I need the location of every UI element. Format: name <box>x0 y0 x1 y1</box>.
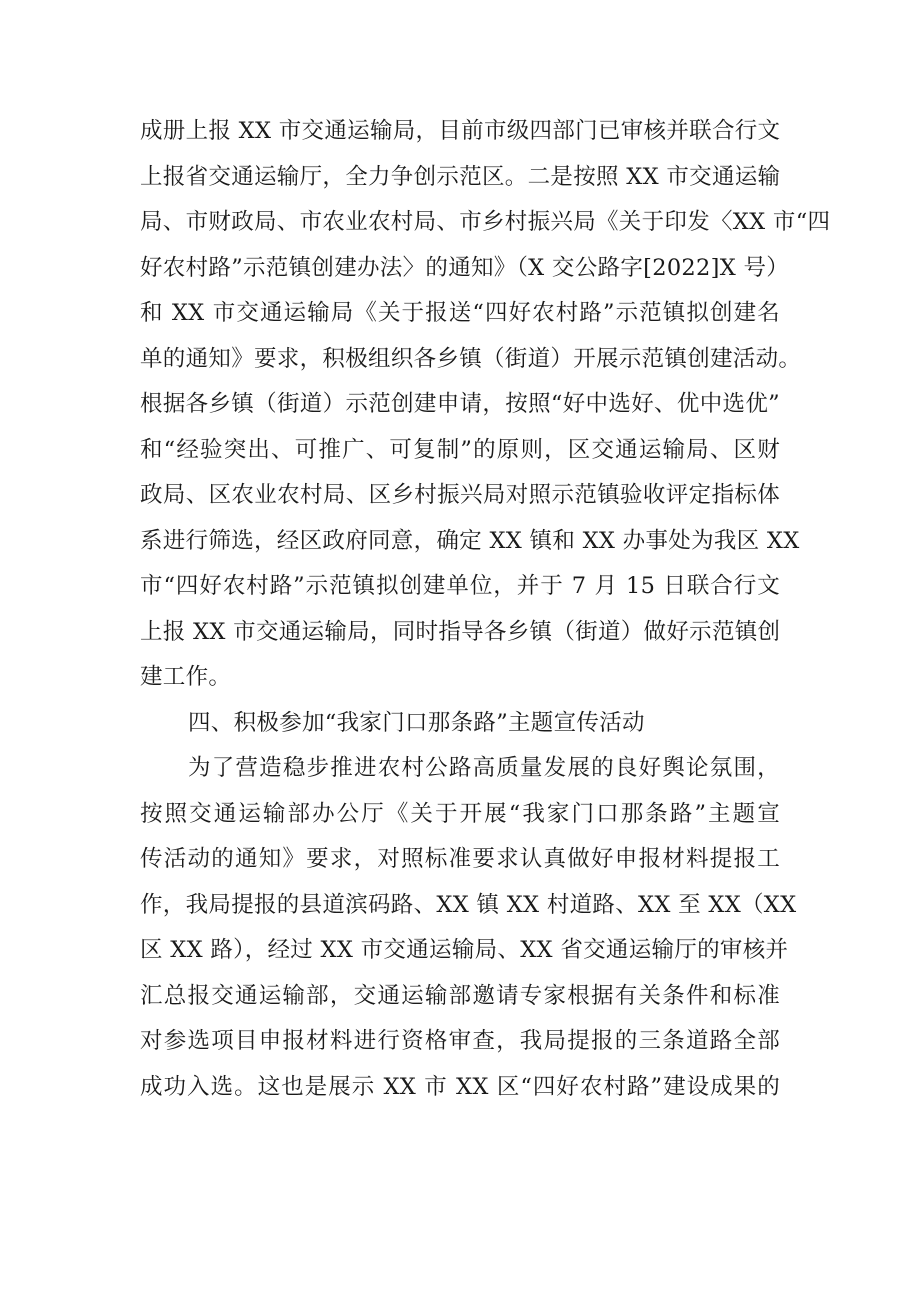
section-heading: 四、积极参加“我家门口那条路”主题宣传活动 <box>188 709 645 736</box>
paragraph-line: 作，我局提报的县道滨码路、XX 镇 XX 村道路、XX 至 XX（XX <box>140 891 797 918</box>
paragraph-line: 单的通知》要求，积极组织各乡镇（街道）开展示范镇创建活动。 <box>140 345 802 372</box>
paragraph-line: 好农村路”示范镇创建办法〉的通知》（X 交公路字[2022]X 号） <box>140 254 790 281</box>
paragraph-line: 局、市财政局、市农业农村局、市乡村振兴局《关于印发〈XX 市“四 <box>140 209 831 235</box>
paragraph-line: 对参选项目申报材料进行资格审查，我局提报的三条道路全部 <box>140 1028 780 1054</box>
paragraph-line: 汇总报交通运输部，交通运输部邀请专家根据有关条件和标准 <box>140 982 780 1009</box>
paragraph-line: 成功入选。这也是展示 XX 市 XX 区“四好农村路”建设成果的 <box>140 1073 780 1100</box>
paragraph-line: 按照交通运输部办公厅《关于开展“我家门口那条路”主题宣 <box>140 800 780 827</box>
paragraph-line: 市“四好农村路”示范镇拟创建单位，并于 7 月 15 日联合行文 <box>140 573 780 599</box>
paragraph-line: 和“经验突出、可推广、可复制”的原则，区交通运输局、区财 <box>140 436 780 463</box>
paragraph-line: 为了营造稳步推进农村公路高质量发展的良好舆论氛围， <box>188 755 780 781</box>
paragraph-line: 建工作。 <box>140 664 232 690</box>
paragraph-line: 根据各乡镇（街道）示范创建申请，按照“好中选好、优中选优” <box>140 391 780 417</box>
paragraph-line: 传活动的通知》要求，对照标准要求认真做好申报材料提报工 <box>140 846 780 872</box>
paragraph-1 <box>140 109 831 701</box>
document-body <box>140 109 831 1110</box>
paragraph-line: 上报省交通运输厅，全力争创示范区。二是按照 XX 市交通运输 <box>140 163 781 190</box>
paragraph-line: 系进行筛选，经区政府同意，确定 XX 镇和 XX 办事处为我区 XX <box>140 527 800 554</box>
paragraph-line: 上报 XX 市交通运输局，同时指导各乡镇（街道）做好示范镇创 <box>140 618 781 645</box>
paragraph-line: 成册上报 XX 市交通运输局，目前市级四部门已审核并联合行文 <box>140 118 781 144</box>
paragraph-line: 政局、区农业农村局、区乡村振兴局对照示范镇验收评定指标体 <box>140 482 780 508</box>
paragraph-2 <box>140 746 797 1110</box>
paragraph-line: 区 XX 路），经过 XX 市交通运输局、XX 省交通运输厅的审核并 <box>140 937 789 963</box>
paragraph-line: 和 XX 市交通运输局《关于报送“四好农村路”示范镇拟创建名 <box>140 300 780 326</box>
